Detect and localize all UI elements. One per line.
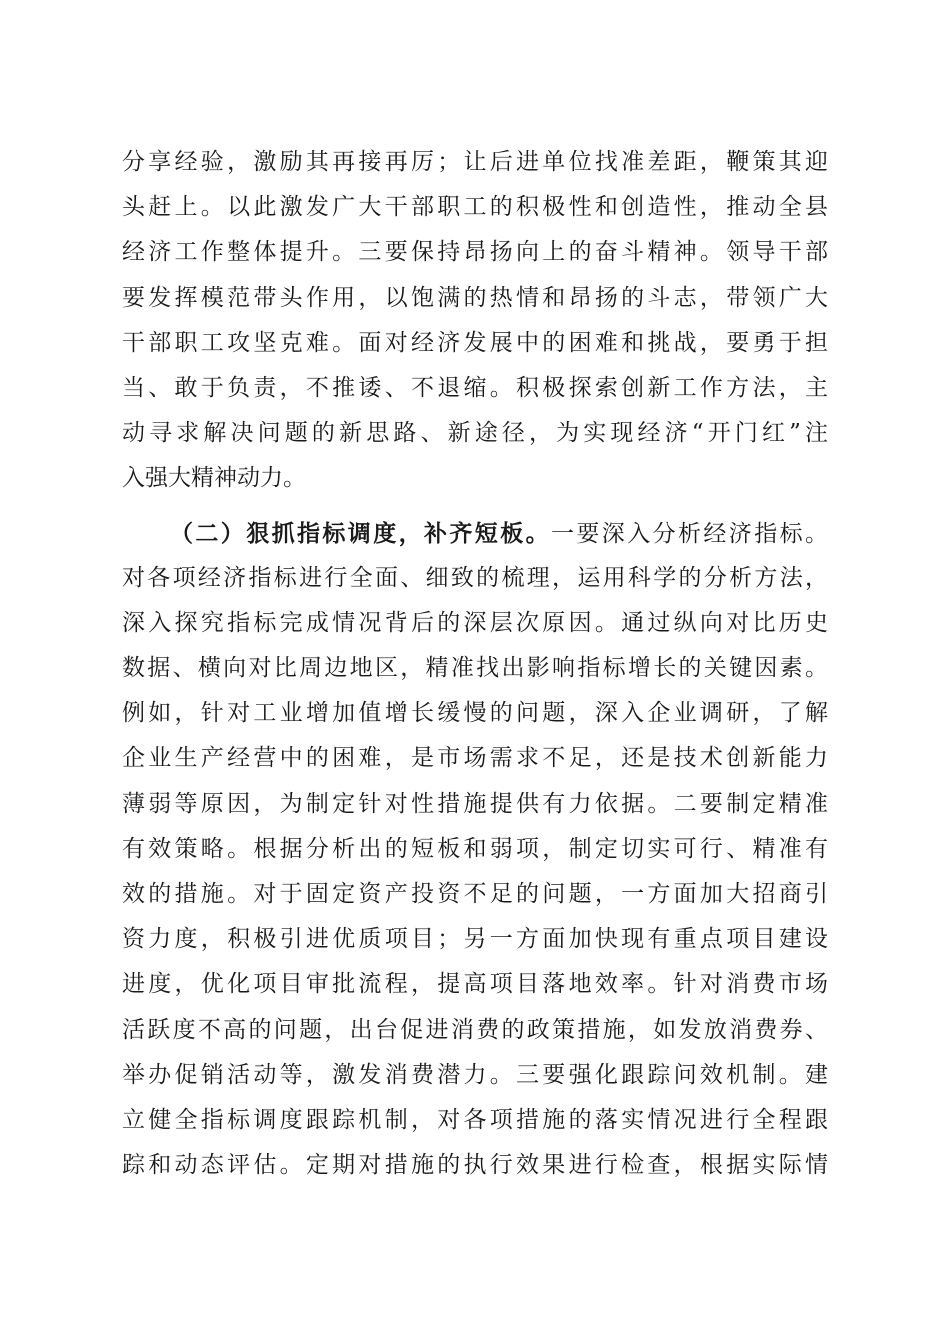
text-line: 经济工作整体提升。三要保持昂扬向上的奋斗精神。领导干部 <box>122 239 828 266</box>
paragraph-1 <box>122 140 828 502</box>
text-line: 数据、横向对比周边地区，精准找出影响指标增长的关键因素。 <box>122 655 828 682</box>
text-line: 干部职工攻坚克难。面对经济发展中的困难和挑战，要勇于担 <box>122 329 828 356</box>
text-line: 头赶上。以此激发广大干部职工的积极性和创造性，推动全县 <box>122 194 828 221</box>
text-line: 踪和动态评估。定期对措施的执行效果进行检查，根据实际情 <box>122 1152 828 1179</box>
paragraph-2 <box>122 511 828 1189</box>
text-line: 动寻求解决问题的新思路、新途径，为实现经济“开门红”注 <box>122 420 828 447</box>
text-line: 举办促销活动等，激发消费潜力。三要强化跟踪问效机制。建 <box>122 1061 828 1088</box>
paragraph-gap <box>122 502 828 511</box>
heading-line-rest: 一要深入分析经济指标。 <box>551 520 829 547</box>
text-line: 要发挥模范带头作用，以饱满的热情和昂扬的斗志，带领广大 <box>122 284 828 311</box>
text-line: 活跃度不高的问题，出台促进消费的政策措施，如发放消费券、 <box>122 1016 828 1043</box>
text-line: 例如，针对工业增加值增长缓慢的问题，深入企业调研，了解 <box>122 700 828 727</box>
text-line: 对各项经济指标进行全面、细致的梳理，运用科学的分析方法， <box>122 564 828 591</box>
text-line: 入强大精神动力。 <box>122 465 306 492</box>
text-line: 深入探究指标完成情况背后的深层次原因。通过纵向对比历史 <box>122 609 828 636</box>
text-line: 效的措施。对于固定资产投资不足的问题，一方面加大招商引 <box>122 881 828 907</box>
text-line: 薄弱等原因，为制定针对性措施提供有力依据。二要制定精准 <box>122 790 828 817</box>
text-line: 立健全指标调度跟踪机制，对各项措施的落实情况进行全程跟 <box>122 1106 828 1133</box>
text-line-first <box>122 511 828 556</box>
text-line: 有效策略。根据分析出的短板和弱项，制定切实可行、精准有 <box>122 835 828 862</box>
text-line: 企业生产经营中的困难，是市场需求不足，还是技术创新能力 <box>122 745 828 772</box>
text-line: 资力度，积极引进优质项目；另一方面加快现有重点项目建设 <box>122 926 828 953</box>
text-line: 进度，优化项目审批流程，提高项目落地效率。针对消费市场 <box>122 971 828 998</box>
body-text <box>122 140 828 1188</box>
text-line: 当、敢于负责，不推诿、不退缩。积极探索创新工作方法，主 <box>122 374 828 401</box>
text-line: 分享经验，激励其再接再厉；让后进单位找准差距，鞭策其迎 <box>122 149 828 175</box>
section-heading: （二）狠抓指标调度，补齐短板。 <box>170 519 551 547</box>
